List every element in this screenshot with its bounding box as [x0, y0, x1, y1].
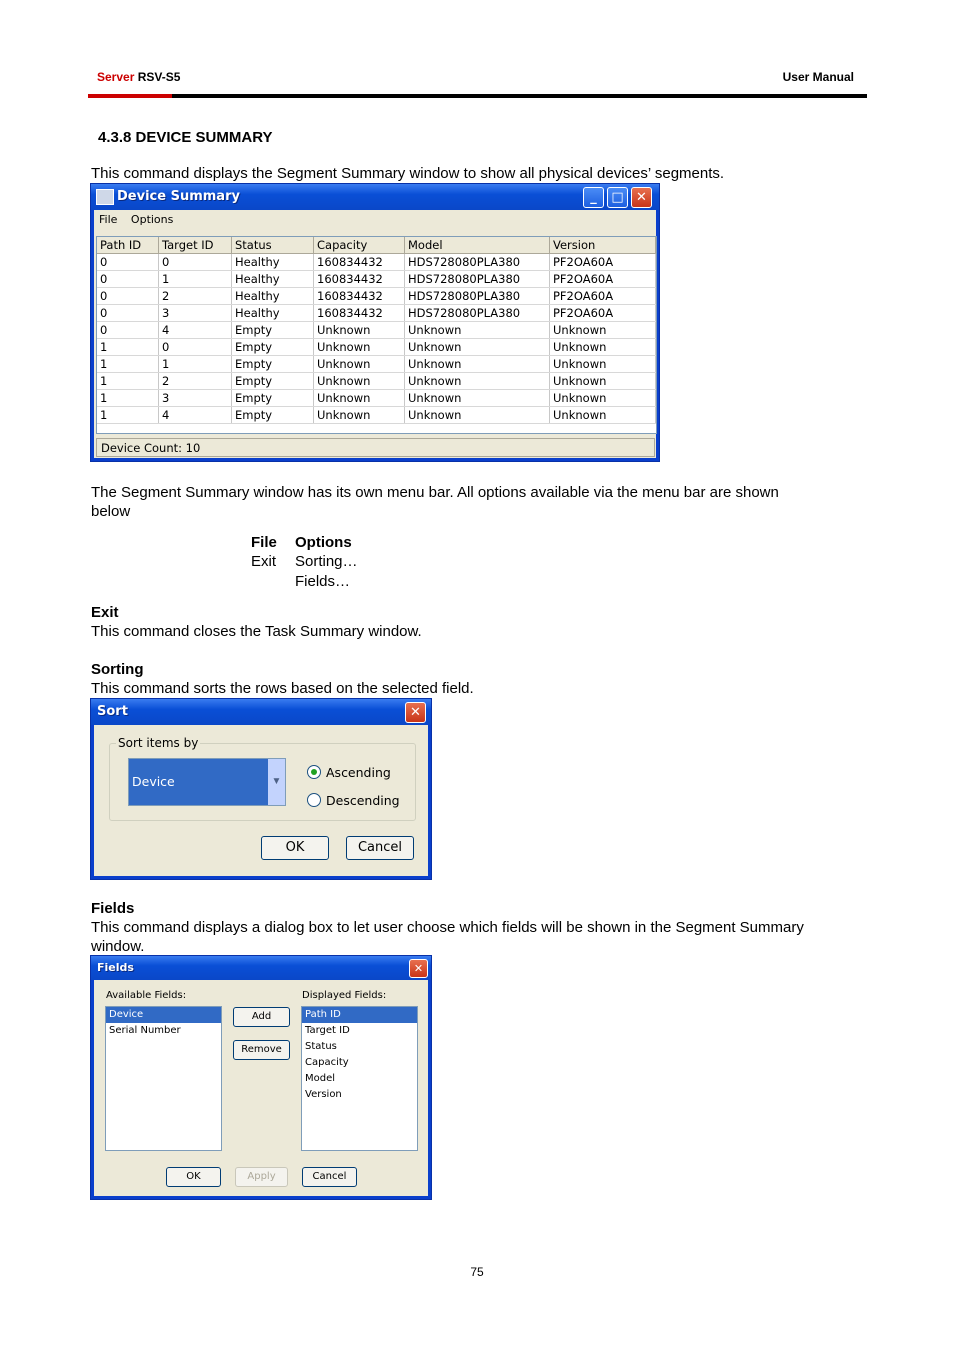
table-cell: Unknown	[405, 339, 550, 356]
displayed-field-item[interactable]: Path ID	[302, 1007, 417, 1023]
table-cell: Unknown	[405, 407, 550, 424]
minimize-icon: _	[590, 190, 597, 205]
exit-heading: Exit	[91, 604, 119, 621]
table-cell: Unknown	[314, 339, 405, 356]
table-cell: Unknown	[405, 373, 550, 390]
table-cell: 2	[159, 288, 232, 305]
fields-desc-line1: This command displays a dialog box to let user choose which fields will be shown in the Segment Summary	[91, 919, 804, 936]
displayed-field-item[interactable]: Target ID	[305, 1025, 350, 1036]
section-heading: 4.3.8 DEVICE SUMMARY	[98, 129, 273, 146]
header-model: RSV-S5	[137, 70, 181, 84]
table-cell: 0	[159, 254, 232, 271]
table-cell: 0	[97, 322, 159, 339]
displayed-field-item[interactable]: Version	[305, 1089, 342, 1100]
table-cell: 0	[97, 305, 159, 322]
menu-options[interactable]: Options	[130, 213, 174, 226]
table-cell: Unknown	[550, 373, 656, 390]
sort-cancel-button[interactable]: Cancel	[346, 836, 414, 860]
sort-ok-button[interactable]: OK	[261, 836, 329, 860]
device-summary-body	[94, 210, 656, 458]
table-cell: HDS728080PLA380	[405, 305, 550, 322]
table-row[interactable]	[97, 390, 656, 407]
table-cell: PF2OA60A	[550, 271, 656, 288]
table-cell: 0	[97, 254, 159, 271]
maximize-button[interactable]	[607, 187, 628, 208]
table-cell: 2	[159, 373, 232, 390]
table-cell: 1	[97, 407, 159, 424]
table-cell: 1	[97, 373, 159, 390]
col-capacity[interactable]: Capacity	[314, 237, 405, 254]
table-cell: Unknown	[314, 356, 405, 373]
table-cell: HDS728080PLA380	[405, 271, 550, 288]
menu-options-sorting: Sorting…	[295, 553, 358, 570]
chevron-down-icon[interactable]: ▼	[268, 759, 285, 805]
table-cell: Empty	[232, 373, 314, 390]
table-cell: 160834432	[314, 305, 405, 322]
fields-cancel-button[interactable]: Cancel	[302, 1167, 357, 1187]
header-manual-title: User Manual	[782, 70, 854, 84]
table-cell: 0	[159, 339, 232, 356]
table-cell: Unknown	[314, 322, 405, 339]
table-cell: 160834432	[314, 254, 405, 271]
radio-descending[interactable]	[307, 793, 400, 808]
sort-body	[94, 725, 428, 876]
menu-file[interactable]: File	[99, 213, 118, 226]
table-cell: 160834432	[314, 288, 405, 305]
table-cell: Unknown	[550, 390, 656, 407]
device-count-status: Device Count: 10	[96, 438, 655, 457]
device-table-header	[97, 237, 656, 254]
table-cell: Unknown	[314, 373, 405, 390]
sort-field-value: Device	[132, 774, 175, 789]
table-cell: PF2OA60A	[550, 288, 656, 305]
displayed-fields-list[interactable]	[301, 1006, 418, 1151]
available-fields-list[interactable]	[105, 1006, 222, 1151]
table-cell: 3	[159, 390, 232, 407]
page-number: 75	[470, 1265, 484, 1279]
minimize-button[interactable]	[583, 187, 604, 208]
table-cell: 4	[159, 407, 232, 424]
close-icon: ✕	[636, 190, 647, 205]
displayed-field-item[interactable]: Model	[305, 1073, 336, 1084]
table-cell: Healthy	[232, 288, 314, 305]
radio-ascending-icon	[307, 765, 321, 779]
fields-close-button[interactable]	[409, 959, 428, 978]
table-row[interactable]	[97, 322, 656, 339]
table-cell: 1	[159, 356, 232, 373]
table-cell: Unknown	[550, 339, 656, 356]
maximize-icon: □	[611, 190, 624, 205]
sorting-heading: Sorting	[91, 661, 144, 678]
table-cell: Unknown	[405, 390, 550, 407]
table-cell: 1	[97, 390, 159, 407]
col-target-id[interactable]: Target ID	[159, 237, 232, 254]
header-brand: Server	[97, 70, 135, 84]
table-cell: Unknown	[550, 322, 656, 339]
device-summary-menubar	[94, 210, 656, 230]
available-fields-label: Available Fields:	[106, 990, 187, 1001]
close-icon: ✕	[413, 962, 424, 975]
fields-dialog	[90, 955, 432, 1200]
device-table-frame	[96, 236, 657, 434]
menu-options-header: Options	[295, 534, 352, 551]
sort-titlebar	[91, 699, 431, 725]
displayed-fields-label: Displayed Fields:	[302, 990, 387, 1001]
table-cell: 3	[159, 305, 232, 322]
close-icon: ✕	[410, 705, 421, 720]
table-cell: 0	[97, 271, 159, 288]
menu-file-header: File	[251, 534, 277, 551]
radio-ascending-label: Ascending	[326, 765, 391, 780]
sort-title: Sort	[97, 704, 128, 719]
table-cell: Healthy	[232, 271, 314, 288]
table-cell: Unknown	[550, 356, 656, 373]
fields-ok-button[interactable]: OK	[166, 1167, 221, 1187]
header-rule	[88, 94, 867, 98]
fields-titlebar	[91, 956, 431, 980]
table-row[interactable]	[97, 254, 656, 271]
table-cell: Empty	[232, 390, 314, 407]
table-cell: 1	[159, 271, 232, 288]
table-row[interactable]	[97, 407, 656, 424]
fields-title: Fields	[97, 961, 134, 974]
table-cell: HDS728080PLA380	[405, 254, 550, 271]
table-cell: Unknown	[314, 390, 405, 407]
menu-desc-line2: below	[91, 503, 131, 520]
device-summary-window	[90, 183, 660, 462]
sort-dialog	[90, 698, 432, 880]
fields-apply-button[interactable]: Apply	[235, 1167, 288, 1187]
table-row[interactable]	[97, 305, 656, 322]
table-cell: Unknown	[405, 322, 550, 339]
sort-field-select[interactable]	[128, 758, 286, 806]
table-cell: Unknown	[550, 407, 656, 424]
device-summary-title: Device Summary	[117, 189, 240, 204]
radio-ascending[interactable]	[307, 765, 391, 780]
displayed-field-item[interactable]: Capacity	[305, 1057, 349, 1068]
table-row[interactable]	[97, 356, 656, 373]
col-status[interactable]: Status	[232, 237, 314, 254]
fields-heading: Fields	[91, 900, 135, 917]
table-cell: Healthy	[232, 305, 314, 322]
device-summary-titlebar	[91, 184, 659, 210]
exit-desc: This command closes the Task Summary window.	[91, 623, 422, 640]
add-button[interactable]: Add	[233, 1007, 290, 1027]
table-row[interactable]	[97, 339, 656, 356]
col-path-id[interactable]: Path ID	[97, 237, 159, 254]
section-intro: This command displays the Segment Summary window to show all physical devices’ segments.	[91, 165, 725, 182]
sort-close-button[interactable]	[405, 702, 426, 723]
col-model[interactable]: Model	[405, 237, 550, 254]
table-cell: PF2OA60A	[550, 305, 656, 322]
table-cell: Unknown	[314, 407, 405, 424]
table-row[interactable]	[97, 288, 656, 305]
table-cell: Unknown	[405, 356, 550, 373]
header-product	[97, 70, 180, 84]
table-cell: Empty	[232, 356, 314, 373]
menu-desc-line1: The Segment Summary window has its own menu bar. All options available via the menu bar are shown	[91, 484, 779, 501]
table-row[interactable]	[97, 271, 656, 288]
radio-descending-label: Descending	[326, 793, 400, 808]
fields-desc-line2: window.	[91, 938, 145, 955]
device-table	[97, 237, 656, 424]
displayed-field-item[interactable]: Status	[305, 1041, 337, 1052]
table-row[interactable]	[97, 373, 656, 390]
table-cell: 0	[97, 288, 159, 305]
table-cell: Empty	[232, 339, 314, 356]
table-cell: 160834432	[314, 271, 405, 288]
radio-descending-icon	[307, 793, 321, 807]
menu-file-exit: Exit	[251, 553, 277, 570]
table-cell: Empty	[232, 407, 314, 424]
fields-body	[94, 980, 428, 1196]
close-button[interactable]	[631, 187, 652, 208]
remove-button[interactable]: Remove	[233, 1040, 290, 1060]
available-field-item[interactable]: Device	[106, 1007, 221, 1023]
table-cell: PF2OA60A	[550, 254, 656, 271]
table-cell: Healthy	[232, 254, 314, 271]
table-cell: 1	[97, 339, 159, 356]
app-icon	[96, 189, 114, 205]
table-cell: 1	[97, 356, 159, 373]
table-cell: 4	[159, 322, 232, 339]
table-cell: HDS728080PLA380	[405, 288, 550, 305]
table-cell: Empty	[232, 322, 314, 339]
sort-group-label: Sort items by	[118, 736, 199, 750]
sorting-desc: This command sorts the rows based on the selected field.	[91, 680, 474, 697]
available-field-item[interactable]: Serial Number	[109, 1025, 181, 1036]
col-version[interactable]: Version	[550, 237, 656, 254]
menu-options-fields: Fields…	[295, 573, 351, 590]
